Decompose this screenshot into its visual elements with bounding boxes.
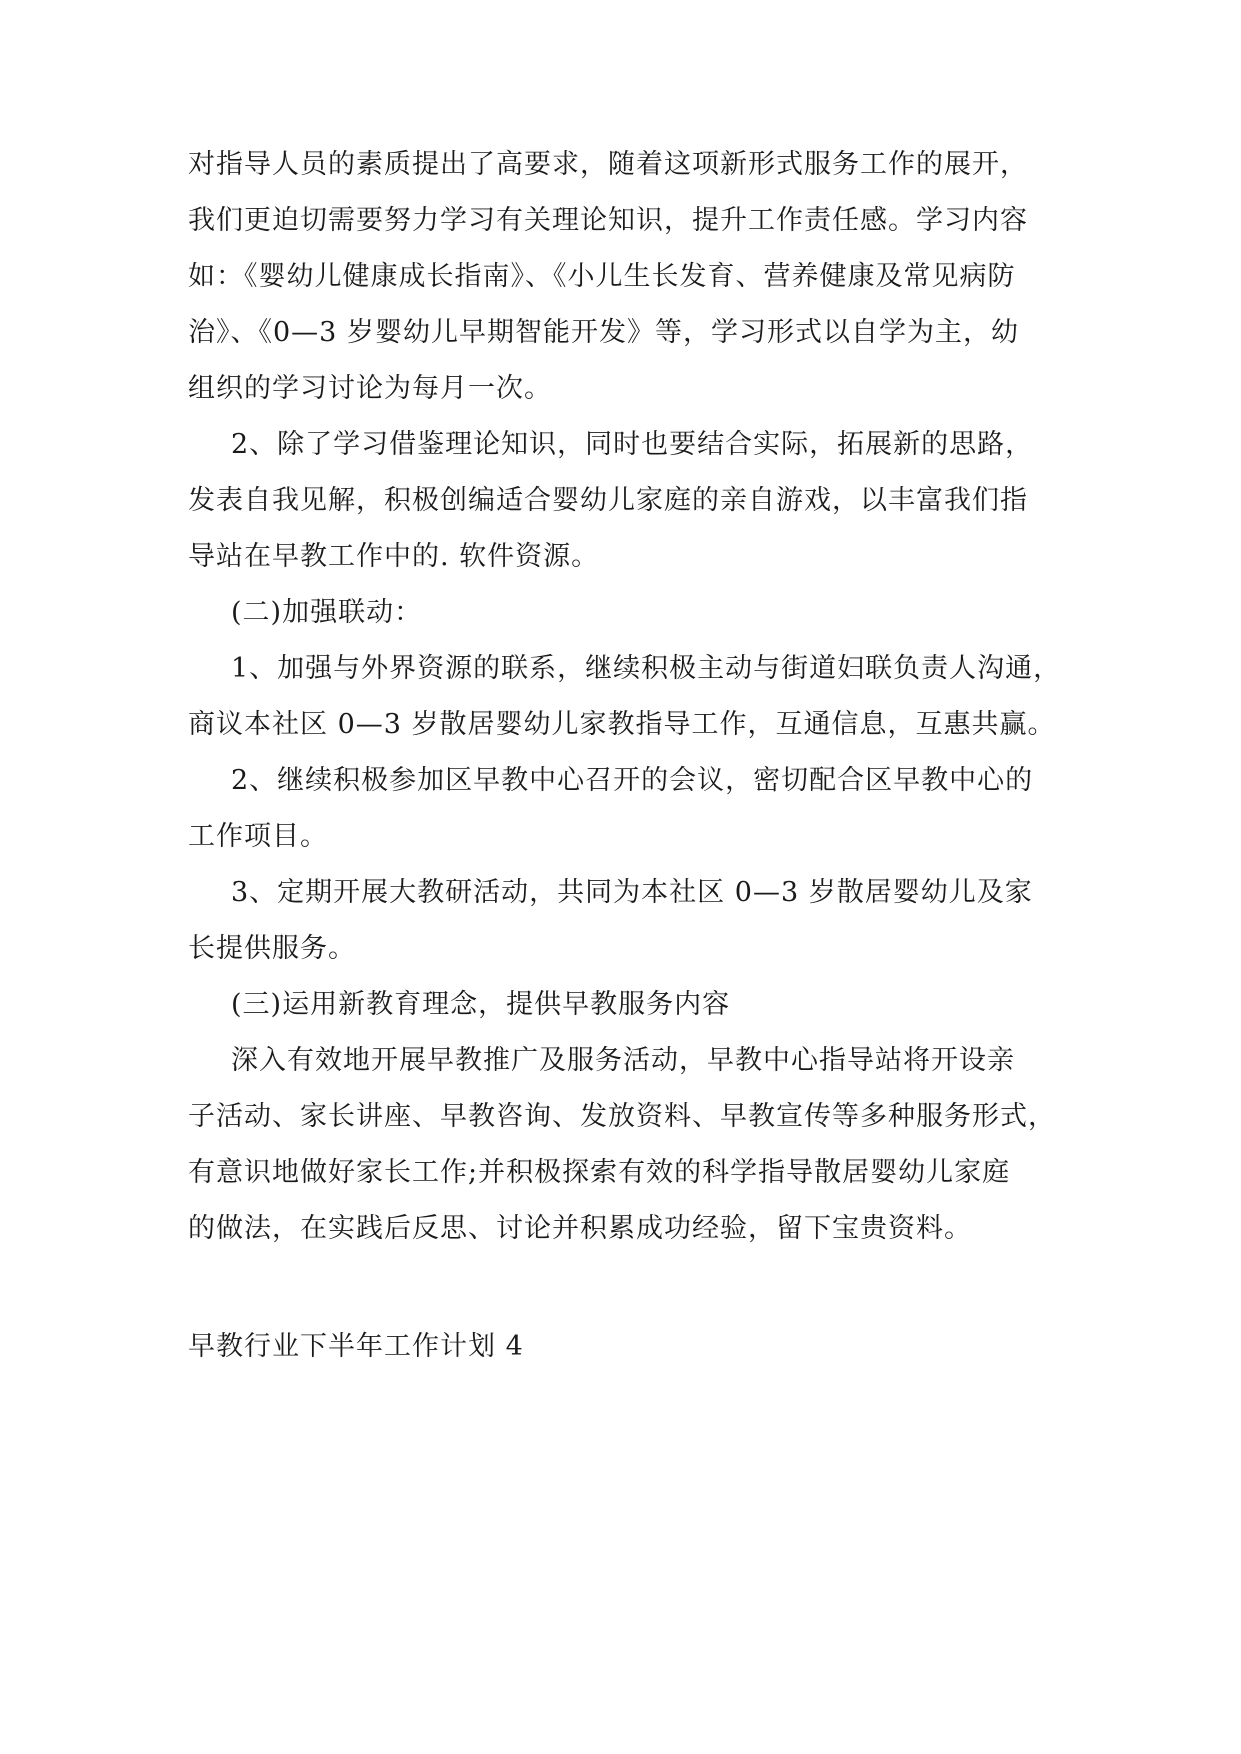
paragraph-line: 3、定期开展大教研活动，共同为本社区 0—3 岁散居婴幼儿及家 xyxy=(231,877,1033,908)
paragraph-line: 工作项目。 xyxy=(188,821,328,852)
paragraph-line: 1、加强与外界资源的联系，继续积极主动与街道妇联负责人沟通， xyxy=(231,653,1062,684)
paragraph-line: 如：《婴幼儿健康成长指南》、《小儿生长发育、营养健康及常见病防 xyxy=(188,261,1016,292)
subsection-heading: (三)运用新教育理念，提供早教服务内容 xyxy=(231,989,731,1020)
paragraph-line: 2、除了学习借鉴理论知识，同时也要结合实际，拓展新的思路， xyxy=(231,429,1034,460)
paragraph-line: 商议本社区 0—3 岁散居婴幼儿家教指导工作，互通信息，互惠共赢。 xyxy=(188,709,1056,740)
paragraph-line: 子活动、家长讲座、早教咨询、发放资料、早教宣传等多种服务形式， xyxy=(188,1101,1056,1132)
paragraph-line: 2、继续积极参加区早教中心召开的会议，密切配合区早教中心的 xyxy=(231,765,1034,796)
paragraph-line: 的做法，在实践后反思、讨论并积累成功经验，留下宝贵资料。 xyxy=(188,1213,972,1244)
paragraph-line: 发表自我见解，积极创编适合婴幼儿家庭的亲自游戏，以丰富我们指 xyxy=(188,485,1028,516)
paragraph-line: 我们更迫切需要努力学习有关理论知识，提升工作责任感。学习内容 xyxy=(188,205,1028,236)
paragraph-line: 有意识地做好家长工作;并积极探索有效的科学指导散居婴幼儿家庭 xyxy=(188,1157,1011,1188)
paragraph-line: 对指导人员的素质提出了高要求，随着这项新形式服务工作的展开， xyxy=(188,149,1028,180)
paragraph-line: 导站在早教工作中的. 软件资源。 xyxy=(188,541,600,572)
paragraph-line: 深入有效地开展早教推广及服务活动，早教中心指导站将开设亲 xyxy=(231,1045,1015,1076)
paragraph-line: 治》、《0—3 岁婴幼儿早期智能开发》等，学习形式以自学为主，幼 xyxy=(188,317,1019,348)
section-title: 早教行业下半年工作计划 4 xyxy=(188,1331,524,1362)
subsection-heading: (二)加强联动： xyxy=(231,597,423,628)
paragraph-line: 组织的学习讨论为每月一次。 xyxy=(188,373,552,404)
paragraph-line: 长提供服务。 xyxy=(188,933,356,964)
